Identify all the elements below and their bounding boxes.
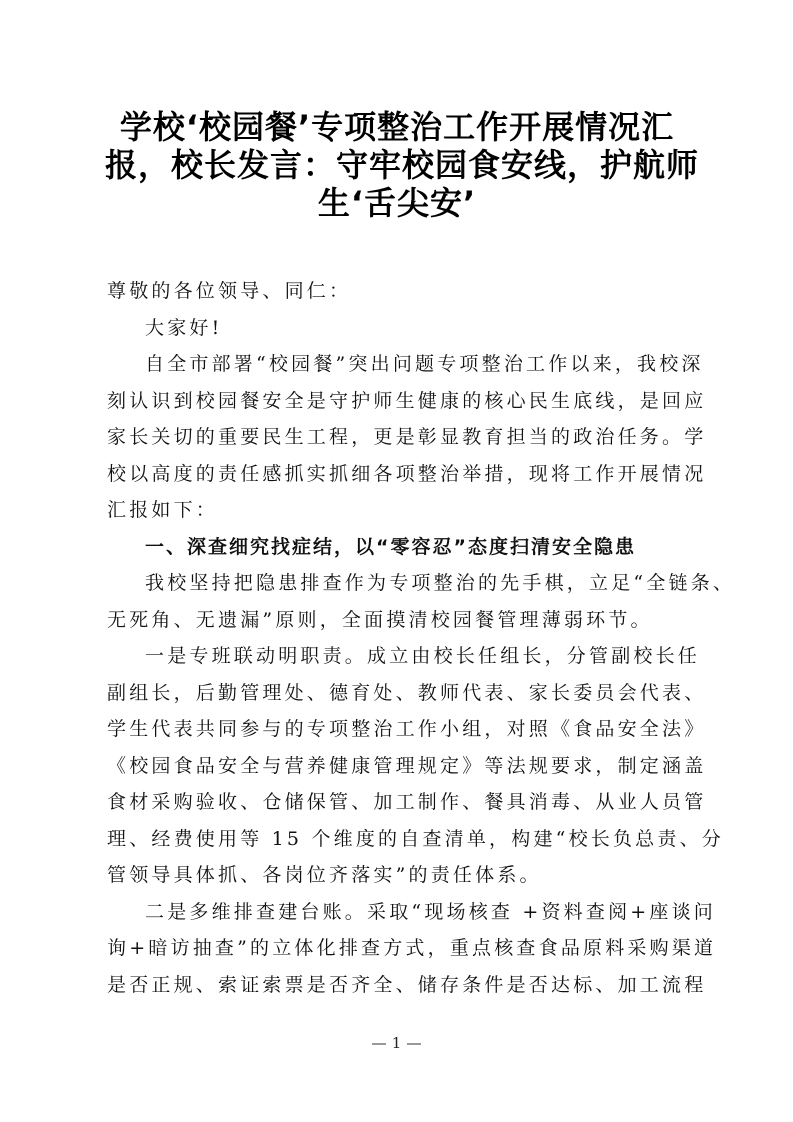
body-text-line: 尊敬的各位领导、同仁： — [107, 280, 352, 302]
body-text-line: 无死角、无遗漏”原则，全面摸清校园餐管理薄弱环节。 — [107, 608, 653, 631]
body-text-line: 理、经费使用等 15 个维度的自查清单，构建“校长负总责、分 — [107, 827, 724, 850]
document-body — [107, 273, 736, 1003]
body-text-line: 询+暗访抽查”的立体化排查方式，重点核查食品原料采购渠道 — [107, 937, 717, 959]
body-text-line: 学生代表共同参与的专项整治工作小组，对照《食品安全法》 — [107, 718, 707, 740]
body-text-line: 是否正规、索证索票是否齐全、储存条件是否达标、加工流程 — [107, 973, 707, 996]
page-number-value: 1 — [391, 1034, 402, 1052]
body-text-line: 汇报如下： — [107, 499, 219, 521]
title-line-2: 报，校长发言：守牢校园食安线，护航师 — [105, 146, 700, 184]
body-text-line: 我校坚持把隐患排查作为专项整治的先手棋，立足“全链条、 — [145, 572, 736, 594]
body-text-line: 刻认识到校园餐安全是守护师生健康的核心民生底线，是回应 — [107, 389, 707, 412]
page-number-dash-left — [372, 1043, 386, 1045]
page-number — [0, 1034, 793, 1052]
body-text-line: 《校园食品安全与营养健康管理规定》等法规要求，制定涵盖 — [107, 754, 707, 777]
body-text-line: 一是专班联动明职责。成立由校长任组长，分管副校长任 — [145, 645, 701, 667]
body-text-line: 管领导具体抓、各岗位齐落实”的责任体系。 — [107, 864, 542, 886]
title-line-3: 生‘舌尖安’ — [317, 184, 477, 222]
section-heading: 一、深查细究找症结，以“零容忍”态度扫清安全隐患 — [145, 535, 636, 558]
title-line-1: 学校‘校园餐’专项整治工作开展情况汇 — [119, 108, 675, 146]
body-text-line: 大家好! — [145, 316, 223, 339]
document-title — [105, 108, 700, 222]
body-text-line: 校以高度的责任感抓实抓细各项整治举措，现将工作开展情况 — [107, 462, 707, 485]
page-number-dash-right — [407, 1043, 421, 1045]
body-text-line: 自全市部署“校园餐”突出问题专项整治工作以来，我校深 — [145, 353, 704, 375]
body-text-line: 二是多维排查建台账。采取“现场核查 +资料查阅+座谈问 — [145, 900, 716, 923]
body-text-line: 家长关切的重要民生工程，更是彰显教育担当的政治任务。学 — [107, 426, 707, 448]
body-text-line: 食材采购验收、仓储保管、加工制作、餐具消毒、从业人员管 — [107, 791, 707, 813]
body-text-line: 副组长，后勤管理处、德育处、教师代表、家长委员会代表、 — [107, 681, 707, 704]
